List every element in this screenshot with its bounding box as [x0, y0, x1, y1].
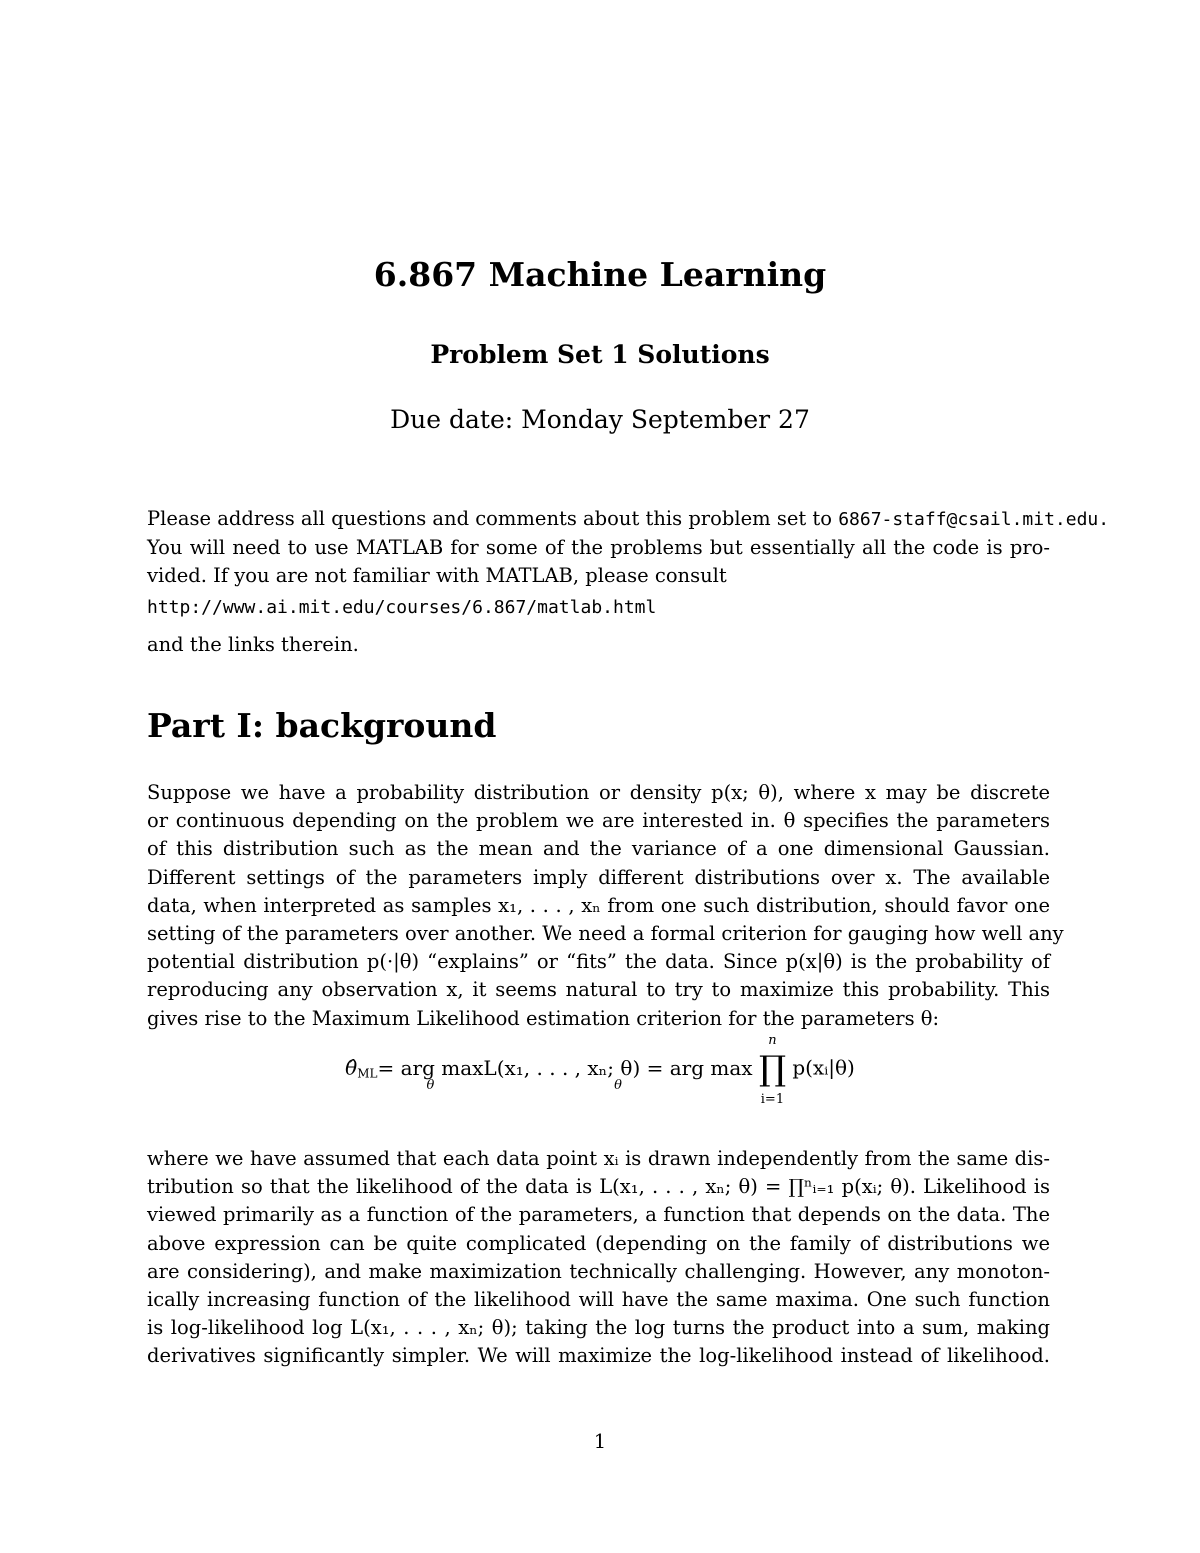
paragraph-line: are considering), and make maximization technically challenging. However, any monoton- — [147, 1259, 1050, 1283]
page-number: 1 — [593, 1430, 607, 1453]
eq-rhs: p(xᵢ|θ) — [785, 1055, 855, 1080]
intro-line-3: vided. If you are not familiar with MATLAB, please consult — [147, 564, 727, 588]
intro-line-2: You will need to use MATLAB for some of the problems but essentially all the code is pro- — [147, 536, 1050, 560]
intro-line-1-text: Please address all questions and comments about this problem set to — [147, 507, 839, 530]
paragraph-line: gives rise to the Maximum Likelihood estimation criterion for the parameters θ: — [147, 1006, 940, 1030]
section-heading: Part I: background — [147, 706, 497, 745]
paragraph-line: tribution so that the likelihood of the data is L(x₁, . . . , xₙ; θ) = ∏ⁿᵢ₌₁ p(xᵢ; θ). Likelihood is — [147, 1175, 1050, 1199]
paragraph-line: viewed primarily as a function of the parameters, a function that depends on the data. The — [147, 1203, 1050, 1227]
matlab-url-link[interactable]: http://www.ai.mit.edu/courses/6.867/matlab.html — [147, 597, 657, 618]
paragraph-line: where we have assumed that each data point xᵢ is drawn independently from the same dis- — [147, 1147, 1050, 1170]
paragraph-line: potential distribution p(·|θ) “explains” or “fits” the data. Since p(x|θ) is the probability of — [147, 950, 1050, 974]
paragraph-line: derivatives significantly simpler. We will maximize the log-likelihood instead of likelihood. — [147, 1344, 1050, 1368]
paragraph-line: Different settings of the parameters imply different distributions over x. The available — [147, 865, 1050, 889]
after-url-text: and the links therein. — [147, 633, 359, 656]
paragraph-line: reproducing any observation x, it seems natural to try to maximize this probability. This — [147, 978, 1050, 1002]
paragraph-line: Suppose we have a probability distribution or density p(x; θ), where x may be discrete — [147, 781, 1050, 804]
intro-line-1 — [147, 505, 1110, 534]
likelihood-paragraph — [147, 1145, 1050, 1371]
paragraph-line: is log-likelihood log L(x₁, . . . , xₙ; θ); taking the log turns the product into a sum, making — [147, 1316, 1050, 1340]
eq-product-upper: n — [768, 1033, 777, 1048]
eq-theta-hat: θ̂ — [345, 1055, 358, 1080]
paragraph-line: above expression can be quite complicated (depending on the family of distributions we — [147, 1231, 1050, 1255]
eq-argmax-2-sub: θ — [614, 1077, 622, 1093]
eq-argmax-1-sub: θ — [426, 1077, 435, 1093]
intro-paragraph — [147, 505, 1110, 591]
eq-product-glyph: ∏ — [758, 1049, 786, 1089]
eq-argmax-1: = arg max — [377, 1055, 484, 1080]
staff-email-link[interactable]: 6867-staff@csail.mit.edu. — [838, 509, 1110, 530]
eq-product-lower: i=1 — [760, 1092, 785, 1107]
paragraph-line: ically increasing function of the likelihood will have the same maxima. One such function — [147, 1288, 1050, 1312]
document-title: 6.867 Machine Learning — [373, 255, 827, 294]
due-date: Due date: Monday September 27 — [390, 405, 810, 434]
eq-ml-subscript: ML — [357, 1066, 378, 1081]
eq-product-symbol — [758, 1033, 786, 1107]
document-subtitle: Problem Set 1 Solutions — [430, 340, 770, 369]
paragraph-line: data, when interpreted as samples x₁, . . . , xₙ from one such distribution, should favor one — [147, 893, 1050, 917]
paragraph-line: of this distribution such as the mean and the variance of a one dimensional Gaussian. — [147, 837, 1050, 861]
paragraph-line: or continuous depending on the problem we are interested in. θ specifies the parameters — [147, 809, 1050, 833]
paragraph-line: setting of the parameters over another. We need a formal criterion for gauging how well any — [147, 922, 1064, 946]
background-paragraph — [147, 779, 1064, 1033]
eq-argmax-2: L(x₁, . . . , xₙ; θ) = arg max — [483, 1055, 753, 1080]
ml-equation — [0, 1033, 1200, 1107]
